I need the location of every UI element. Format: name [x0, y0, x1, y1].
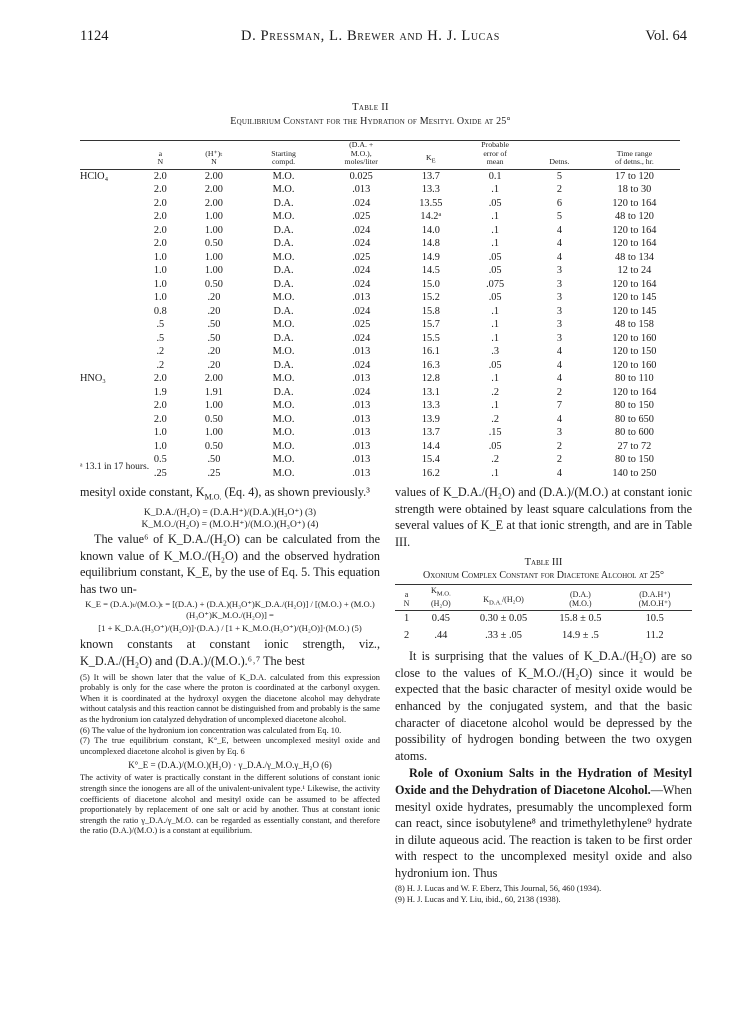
table-cell: .3	[491, 346, 499, 357]
col-header: Probable error of mean	[481, 140, 509, 166]
table-cell: .013	[352, 292, 371, 303]
table-cell: M.O.	[272, 184, 295, 195]
col-header: $K_{M.O.}$ (H₂O)	[430, 586, 451, 608]
table-cell	[80, 291, 139, 305]
table-cell	[80, 440, 139, 454]
table-cell: .1	[491, 467, 499, 479]
table-cell: 3	[556, 427, 562, 438]
table-cell: 0.50	[204, 413, 223, 425]
table2	[80, 120, 680, 480]
table-cell: .05	[488, 197, 502, 209]
table-cell: 4	[556, 373, 562, 384]
table-cell: 1.0	[153, 292, 167, 303]
table-cell: 3	[556, 332, 562, 344]
table-cell: 7	[556, 400, 562, 411]
table-cell	[80, 332, 139, 346]
table-cell: 2.0	[153, 238, 167, 249]
table-cell: 16.2	[421, 467, 440, 479]
table-cell: M.O.	[272, 427, 295, 438]
table-row	[80, 278, 680, 292]
table-cell: M.O.	[272, 170, 295, 182]
running-header	[0, 28, 741, 48]
table-cell: .024	[352, 332, 371, 344]
table-row	[80, 386, 680, 400]
table-row	[80, 169, 680, 183]
table-cell: .1	[491, 400, 499, 411]
table-cell: 4	[556, 413, 562, 425]
table-cell: 80 to 110	[615, 373, 654, 384]
table-cell: .1	[491, 332, 499, 344]
table-cell: .50	[207, 454, 221, 465]
table2-title: Equilibrium Constant for the Hydration of Mesityl Oxide at 25°	[230, 116, 511, 127]
table-cell: 13.1	[421, 386, 440, 398]
table-cell: .1	[491, 211, 499, 222]
table-cell: 3	[556, 319, 562, 330]
table-cell: M.O.	[272, 440, 295, 452]
table-cell: .024	[352, 238, 371, 249]
table-cell: .1	[491, 305, 499, 317]
table-cell: .1	[491, 224, 499, 236]
table-cell: 4	[556, 359, 562, 371]
table-cell: .20	[207, 346, 221, 357]
table-row	[80, 467, 680, 481]
table-cell: 2.0	[153, 197, 167, 209]
table-cell: .075	[486, 278, 505, 290]
table-cell: 120 to 164	[612, 386, 657, 398]
table-cell: 120 to 164	[612, 278, 657, 290]
table-cell	[80, 318, 139, 332]
table-cell: .15	[488, 427, 502, 438]
table-cell: 1.0	[153, 278, 167, 290]
table-cell: 14.4	[421, 440, 440, 452]
table-cell: 2.00	[204, 184, 223, 195]
table-cell: 2.00	[204, 373, 223, 384]
footnote-5: (5) It will be shown later that the value of K_D.A. calculated from this expression probably is only for the case where the proton is coordinated at the carbonyl oxygen. When it is coordinated at the hydroxyl oxygen the diacetone alcohol may dehydrate without catalysis and this reaction cannot be distinguished from and probably is the same as the hydronium ion catalyzed dehydration of uncomplexed diacetone alcohol.	[80, 672, 380, 724]
table-cell: 13.55	[419, 197, 443, 209]
table-cell: M.O.	[272, 467, 295, 479]
col-header: (D.A.) (M.O.)	[569, 589, 592, 608]
table-cell: .50	[207, 332, 221, 344]
table-cell: 4	[556, 467, 562, 479]
table-cell: 13.9	[421, 413, 440, 425]
table-cell: 140 to 250	[612, 467, 657, 479]
table-cell: 48 to 120	[614, 211, 654, 222]
table-cell: .2	[491, 413, 499, 425]
table-cell	[80, 359, 139, 373]
footnote-7-continued: The activity of water is practically constant in the different solutions of constant ionic strength since the ionogens are all of the univalent-univalent type.¹ Likewise, the activity coefficients of diacetone alcohol and mesityl oxide can be assumed to be affected proportionately by replacement of one salt or acid by another. Thus at constant ionic strength the ratio γ_D.A./γ_M.O. can be regarded as essentially constant, and therefore the ratio (D.A.)/(M.O.) is a constant at equilibrium.	[80, 773, 380, 836]
table-row	[80, 426, 680, 440]
table-cell: .33 ± .05	[485, 629, 522, 641]
col-header: a N	[403, 589, 410, 608]
table-row	[80, 210, 680, 224]
table-cell: .05	[488, 292, 502, 303]
table-cell: 15.0	[421, 278, 440, 290]
table-cell: HNO₃	[80, 373, 106, 384]
table-cell: .024	[352, 359, 371, 371]
table-row	[80, 372, 680, 386]
table-cell: 1.00	[204, 427, 223, 438]
table-cell: 16.3	[421, 359, 440, 371]
table-cell: D.A.	[273, 224, 294, 236]
table-cell: 48 to 158	[614, 319, 654, 330]
table-cell: .05	[488, 359, 502, 371]
equation-3: K_D.A./(H₂O) = (D.A.H⁺)/(D.A.)(H₃O⁺) (3)	[143, 508, 317, 519]
table-cell: .013	[352, 454, 371, 465]
table-cell: 1.00	[204, 251, 223, 263]
table-cell	[80, 183, 139, 197]
table-cell	[80, 210, 139, 224]
table-cell: 48 to 134	[614, 251, 654, 263]
table-cell: .1	[491, 238, 499, 249]
table-cell	[80, 197, 139, 211]
table-cell: 1.00	[204, 265, 223, 276]
table-row	[80, 399, 680, 413]
table-cell: 1.9	[153, 386, 167, 398]
table-cell: 2.0	[153, 224, 167, 236]
table-cell: .25	[207, 467, 221, 479]
table-cell: 3	[556, 278, 562, 290]
table-cell: 15.2	[421, 292, 440, 303]
table-row	[80, 359, 680, 373]
table3-title: Oxonium Complex Constant for Diacetone Alcohol at 25°	[422, 570, 665, 582]
table-cell: 1.0	[153, 440, 167, 452]
table-cell: 4	[556, 346, 562, 357]
table-cell: .024	[352, 265, 371, 276]
left-paragraph-2: The value⁶ of K_D.A./(H₂O) can be calculated from the known value of K_M.O./(H₂O) and the observed hydration equilibrium constant, K_E, by the use of Eq. 5. This equation has two un-	[80, 532, 380, 596]
table-cell: .013	[352, 400, 371, 411]
table-cell	[80, 399, 139, 413]
table-cell: 2	[556, 440, 562, 452]
table-cell: 1.00	[204, 211, 223, 222]
volume: Vol. 64	[645, 28, 687, 44]
table-cell: 1.0	[153, 265, 167, 276]
left-paragraph-3: known constants at constant ionic strength, viz., K_D.A./(H₂O) and (D.A.)/(M.O.).⁶˒⁷ The best	[80, 637, 380, 668]
table-cell: 0.50	[204, 440, 223, 452]
table-cell: .024	[352, 197, 371, 209]
table-cell: 120 to 160	[612, 359, 657, 371]
table-row	[80, 440, 680, 454]
table-cell: 2.0	[153, 373, 167, 384]
table-cell: 14.8	[421, 238, 440, 249]
table-cell: .1	[491, 184, 499, 195]
table-row	[80, 237, 680, 251]
table-cell: 2.0	[153, 400, 167, 411]
left-column	[80, 484, 380, 837]
table-cell: .20	[207, 359, 221, 371]
table-cell: 2	[556, 454, 562, 465]
table-cell: 13.3	[421, 400, 440, 411]
section-heading: Role of Oxonium Salts in the Hydration of Mesityl Oxide and the Dehydration of Diacetone Alcohol.	[395, 766, 692, 797]
table-cell: 2.0	[153, 184, 167, 195]
table-cell: 120 to 145	[612, 292, 657, 303]
table-cell: 2.0	[153, 413, 167, 425]
table-cell: .013	[352, 427, 371, 438]
table-cell	[80, 305, 139, 319]
table-cell	[80, 224, 139, 238]
table-cell: HClO₄	[80, 170, 109, 182]
table-row	[80, 291, 680, 305]
table-cell: .50	[207, 319, 221, 330]
table3	[395, 584, 692, 644]
table-cell	[80, 345, 139, 359]
footnote-8: (8) H. J. Lucas and W. F. Eberz, This Journal, 56, 460 (1934).	[395, 884, 602, 894]
table-cell: 2	[556, 184, 562, 195]
right-paragraph-1: values of K_D.A./(H₂O) and (D.A.)/(M.O.) at constant ionic strength were obtained by least square calculations from the several values of K_E at that ionic strength, and are in Table III.	[395, 485, 692, 549]
table-cell: .25	[153, 467, 167, 479]
table-cell: .013	[352, 373, 371, 384]
table-cell: 2	[403, 629, 410, 641]
table-cell: 3	[556, 305, 562, 317]
table-cell: .024	[352, 305, 371, 317]
footnote-9: (9) H. J. Lucas and Y. Liu, ibid., 60, 2138 (1938).	[395, 895, 561, 905]
table-cell: M.O.	[272, 211, 295, 222]
table-cell: D.A.	[273, 197, 294, 209]
table-cell: 0.50	[204, 278, 223, 290]
table-cell: .5	[156, 332, 165, 344]
table-cell: .20	[207, 292, 221, 303]
table-cell: 11.2	[645, 629, 664, 641]
table-cell: .013	[352, 413, 371, 425]
equation-6: K°_E = (D.A.)/(M.O.)(H₂O) · γ_D.A./γ_M.O.γ_H₂O (6)	[128, 760, 332, 771]
page-number: 1124	[80, 28, 109, 44]
table-cell: 6	[556, 197, 562, 209]
footnote-6: (6) The value of the hydronium ion concentration was calculated from Eq. 10.	[80, 725, 342, 735]
table-cell: 2.0	[153, 170, 167, 182]
table-cell: .025	[352, 319, 371, 330]
authors: D. Pressman, L. Brewer and H. J. Lucas	[241, 28, 500, 44]
table-cell: D.A.	[273, 359, 294, 371]
table-cell: .013	[352, 467, 371, 479]
table-cell	[80, 386, 139, 400]
table-row	[80, 332, 680, 346]
table-row	[80, 453, 680, 467]
table-cell: 3	[556, 292, 562, 303]
equation-4: K_M.O./(H₂O) = (M.O.H⁺)/(M.O.)(H₃O⁺) (4)	[141, 520, 319, 531]
table2-number: Table II	[352, 102, 389, 113]
table-cell	[80, 251, 139, 265]
table-cell: 1.00	[204, 224, 223, 236]
col-header: (D.A. + M.O.), moles/liter	[344, 140, 378, 166]
table-cell: D.A.	[273, 278, 294, 290]
table-cell	[80, 264, 139, 278]
table-cell: .013	[352, 440, 371, 452]
table-cell: 1.0	[153, 251, 167, 263]
table-cell: 120 to 164	[612, 224, 657, 236]
table2-footnote: ᵃ 13.1 in 17 hours.	[80, 462, 150, 472]
table-cell: 13.7	[421, 427, 440, 438]
table-cell: 16.1	[421, 346, 440, 357]
col-header: Detns.	[549, 157, 570, 166]
table-cell: 14.0	[421, 224, 440, 236]
table-cell: .024	[352, 386, 371, 398]
table-cell: .025	[352, 211, 371, 222]
table-cell: 120 to 145	[612, 305, 657, 317]
right-column	[395, 484, 692, 906]
left-paragraph-1: mesityl oxide constant, $K_{M.O.}$ (Eq. 4), as shown previously.³	[80, 485, 370, 502]
col-header: Time range of detns., hr.	[615, 148, 654, 166]
table-cell: M.O.	[272, 373, 295, 384]
col-header: $K_E$	[426, 153, 436, 165]
table-cell: 1	[403, 612, 410, 624]
table-cell	[80, 278, 139, 292]
table-cell: 120 to 164	[612, 197, 657, 209]
table-cell: 12.8	[421, 373, 440, 384]
table-cell: .05	[488, 251, 502, 263]
table-cell: 1.0	[153, 427, 167, 438]
table3-number: Table III	[524, 557, 563, 569]
table-cell: 0.50	[204, 238, 223, 249]
table-cell: 80 to 150	[614, 400, 654, 411]
col-header: $K_{D.A.}/(H_2O)$	[483, 595, 524, 607]
table-row	[80, 318, 680, 332]
table-row	[395, 610, 692, 627]
table-cell: 12 to 24	[617, 265, 652, 276]
table-row	[80, 305, 680, 319]
table-cell: 14.9 ± .5	[561, 629, 599, 641]
table-cell: 4	[556, 251, 562, 263]
table-cell: 0.30 ± 0.05	[479, 612, 528, 624]
table-cell: 14.2ᵃ	[420, 211, 442, 222]
equation-5a: K_E = (D.A.)ₜ/(M.O.)ₜ = [(D.A.) + (D.A.)(H₃O⁺)K_D.A./(H₂O)] / [(M.O.) + (M.O.)(H₃O⁺)K_M.O./(H₂O)] =	[85, 599, 375, 621]
table-cell: 18 to 30	[617, 184, 652, 195]
table-cell: 0.025	[349, 170, 373, 182]
table-cell: D.A.	[273, 305, 294, 317]
table-cell: 120 to 150	[612, 346, 657, 357]
table-row	[80, 413, 680, 427]
table-cell: 2.00	[204, 197, 223, 209]
table-cell: 0.45	[431, 612, 450, 624]
table-row	[80, 251, 680, 265]
table-cell: .025	[352, 251, 371, 263]
table-cell: 15.4	[421, 454, 440, 465]
table-cell: 80 to 650	[614, 413, 654, 425]
table-cell: 13.3	[421, 184, 440, 195]
table-cell: D.A.	[273, 386, 294, 398]
table-cell	[80, 426, 139, 440]
table-cell: D.A.	[273, 332, 294, 344]
table-cell: 15.8	[421, 305, 440, 317]
table-cell: .05	[488, 265, 502, 276]
table-cell	[80, 237, 139, 251]
table-cell: 5	[556, 170, 562, 182]
col-header: a N	[157, 148, 164, 166]
footnote-7: (7) The true equilibrium constant, K°_E, between uncomplexed mesityl oxide and uncomplexed diacetone alcohol is given by Eq. 6	[80, 736, 380, 756]
table-cell: D.A.	[273, 265, 294, 276]
table-cell: .013	[352, 346, 371, 357]
table-cell: 120 to 160	[612, 332, 657, 344]
table-cell: 0.5	[153, 454, 167, 465]
table-cell: 5	[556, 211, 562, 222]
right-paragraph-2: It is surprising that the values of K_D.A./(H₂O) are so close to the values of K_M.O./(H₂O) since it would be expected that the basic character of mesityl oxide would be enhanced by the conjugated system, and that the basic character of diacetone alcohol would be depressed by the possibility of hydrogen bonding between the two oxygen atoms.	[395, 649, 692, 763]
table-cell: .024	[352, 224, 371, 236]
table-cell: 14.5	[421, 265, 440, 276]
table-cell: 15.8 ± 0.5	[559, 612, 602, 624]
table-cell: .1	[491, 373, 499, 384]
table-cell: .5	[156, 319, 165, 330]
table-cell: 15.7	[421, 319, 440, 330]
table-cell: 4	[556, 238, 562, 249]
table-cell: M.O.	[272, 292, 295, 303]
table-cell: 1.91	[204, 386, 223, 398]
table-cell: M.O.	[272, 319, 295, 330]
table-cell: .2	[156, 359, 165, 371]
table-cell: .44	[434, 629, 448, 641]
table-cell: 80 to 600	[614, 427, 654, 438]
table-cell: .2	[491, 386, 499, 398]
table-cell: .1	[491, 319, 499, 330]
table-cell: .2	[156, 346, 165, 357]
table-cell: M.O.	[272, 251, 295, 263]
table-cell: M.O.	[272, 454, 295, 465]
table-row	[80, 183, 680, 197]
table-cell: .2	[491, 454, 499, 465]
table-cell: .013	[352, 184, 371, 195]
table-row	[80, 224, 680, 238]
table-cell: 14.9	[421, 251, 440, 263]
table-cell	[80, 413, 139, 427]
table-cell: M.O.	[272, 346, 295, 357]
table-cell: 10.5	[645, 612, 664, 624]
table-cell: 4	[556, 224, 562, 236]
col-header: Starting compd.	[271, 148, 296, 166]
table-cell: D.A.	[273, 238, 294, 249]
table-row	[80, 264, 680, 278]
col-header: (D.A.H⁺) (M.O.H⁺)	[638, 589, 671, 608]
table-cell: 0.8	[153, 305, 167, 317]
table-cell: 15.5	[421, 332, 440, 344]
table-cell: M.O.	[272, 413, 295, 425]
table2-header-row	[80, 141, 680, 170]
table-cell: .05	[488, 440, 502, 452]
equation-5b: [1 + K_D.A.(H₃O⁺)/(H₂O)]·(D.A.) / [1 + K_M.O.(H₃O⁺)/(H₂O)]·(M.O.) (5)	[98, 623, 362, 634]
table-cell: 13.7	[421, 170, 440, 182]
table-row	[80, 197, 680, 211]
table-cell: 120 to 164	[612, 238, 657, 249]
table-cell: 1.00	[204, 400, 223, 411]
table-cell: M.O.	[272, 400, 295, 411]
table-cell: 0.1	[488, 170, 502, 182]
table-cell: 17 to 120	[614, 170, 654, 182]
table-cell: 2	[556, 386, 562, 398]
table-cell: 2.00	[204, 170, 223, 182]
table-cell: 2.0	[153, 211, 167, 222]
table-cell: 27 to 72	[617, 440, 652, 452]
table-row	[80, 345, 680, 359]
right-paragraph-3: Role of Oxonium Salts in the Hydration of Mesityl Oxide and the Dehydration of Diacetone Alcohol.—When mesityl oxide hydrates, presumably the uncomplexed form can react, since isobutylene⁸ and trimethylethylene⁹ hydrate in dilute aqueous acid. The reaction is taken to be first order with respect to the uncomplexed mesityl oxide and also hydronium ion. Thus	[395, 766, 692, 880]
table-row	[395, 628, 692, 645]
col-header: (H⁺)ₜ N	[205, 148, 223, 166]
table-cell: 80 to 150	[614, 454, 654, 465]
table-cell: 3	[556, 265, 562, 276]
table-cell: .024	[352, 278, 371, 290]
table-cell: .20	[207, 305, 221, 317]
